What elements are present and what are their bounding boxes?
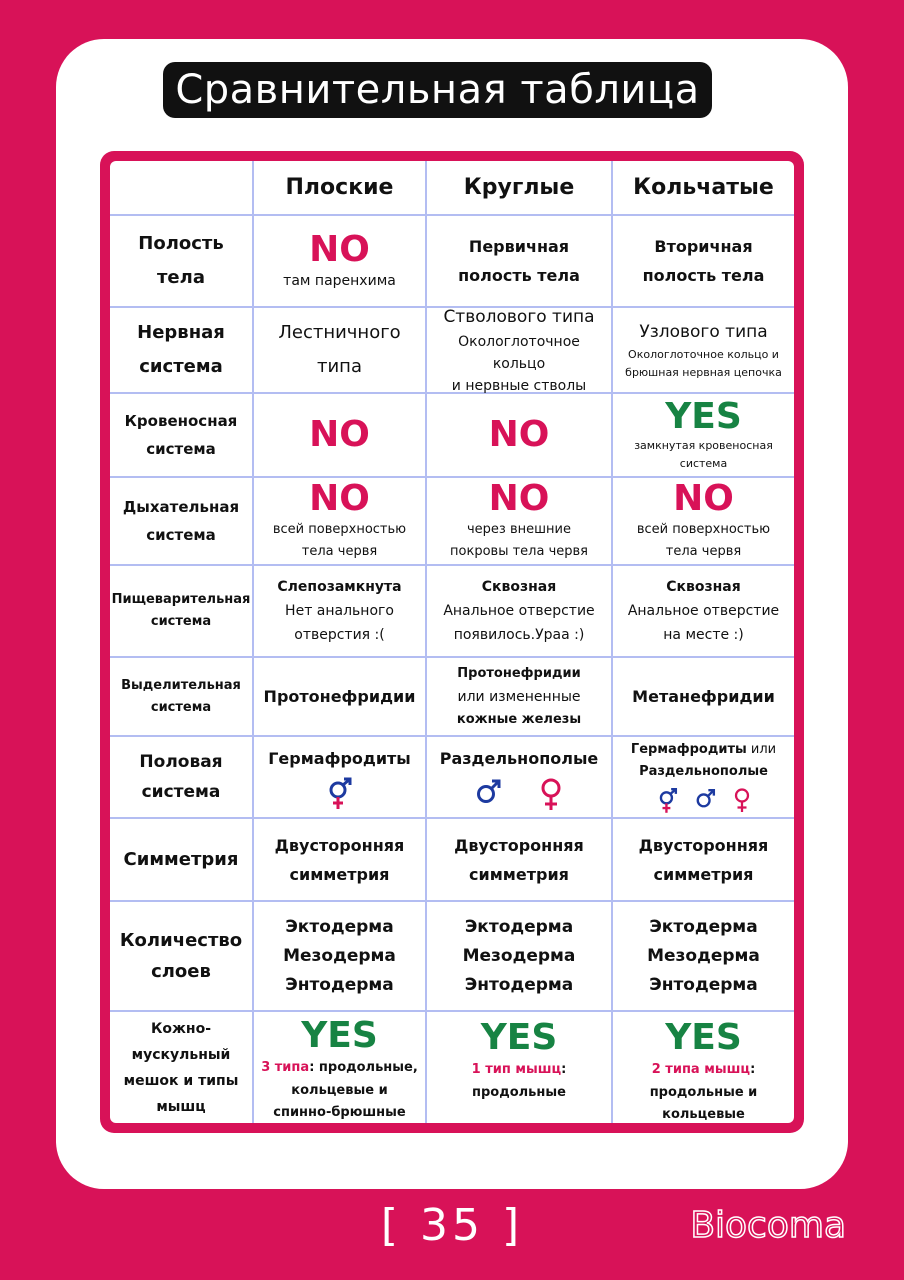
row-label-respiratory: Дыхательная система	[110, 478, 254, 566]
cell-excretory-round: Протонефридии или измененные кожные железы	[427, 658, 613, 737]
cell-excretory-ring: Метанефридии	[613, 658, 794, 737]
cell-nervous-round: Стволового типа Окологлоточное кольцо и нервные стволы	[427, 308, 613, 394]
cell-reproductive-flat: Гермафродиты	[254, 737, 427, 819]
male-icon	[475, 777, 503, 805]
cell-circulatory-flat: NO	[254, 394, 427, 478]
cell-nervous-ring: Узлового типа Окологлоточное кольцо и брюшная нервная цепочка	[613, 308, 794, 394]
cell-symmetry-flat: Двусторонняя симметрия	[254, 819, 427, 902]
row-label-layers: Количество слоев	[110, 902, 254, 1012]
header-ring: Кольчатые	[613, 161, 794, 216]
row-label-digestive: Пищеварительная система	[110, 566, 254, 658]
brand-logo: Biocoma	[690, 1205, 846, 1246]
cell-body-cavity-flat: NO там паренхима	[254, 216, 427, 308]
cell-digestive-ring: Сквозная Анальное отверстие на месте :)	[613, 566, 794, 658]
row-label-symmetry: Симметрия	[110, 819, 254, 902]
cell-respiratory-round: NO через внешние покровы тела червя	[427, 478, 613, 566]
male-icon	[695, 787, 717, 809]
row-label-reproductive: Половая система	[110, 737, 254, 819]
header-flat: Плоские	[254, 161, 427, 216]
cell-reproductive-round: Раздельнополые	[427, 737, 613, 819]
hermaphrodite-icon	[657, 787, 679, 815]
cell-respiratory-ring: NO всей поверхностью тела червя	[613, 478, 794, 566]
cell-symmetry-round: Двусторонняя симметрия	[427, 819, 613, 902]
comparison-table-frame	[100, 151, 804, 1133]
row-label-circulatory: Кровеносная система	[110, 394, 254, 478]
cell-muscle-round: YES 1 тип мышц: продольные	[427, 1012, 613, 1123]
row-label-muscle: Кожно- мускульный мешок и типы мышц	[110, 1012, 254, 1123]
cell-layers-round: Эктодерма Мезодерма Энтодерма	[427, 902, 613, 1012]
cell-reproductive-ring: Гермафродиты или Раздельнополые	[613, 737, 794, 819]
female-icon	[539, 777, 563, 811]
cell-symmetry-ring: Двусторонняя симметрия	[613, 819, 794, 902]
cell-layers-ring: Эктодерма Мезодерма Энтодерма	[613, 902, 794, 1012]
cell-nervous-flat: Лестничного типа	[254, 308, 427, 394]
row-label-excretory: Выделительная система	[110, 658, 254, 737]
comparison-table	[110, 161, 794, 1123]
row-label-body-cavity: Полость тела	[110, 216, 254, 308]
cell-muscle-ring: YES 2 типа мышц: продольные и кольцевые	[649, 1017, 758, 1122]
cell-muscle-flat: YES 3 типа: продольные, кольцевые и спинно-брюшные	[254, 1012, 427, 1123]
page-title: Сравнительная таблица	[163, 62, 712, 118]
header-round: Круглые	[427, 161, 613, 216]
cell-excretory-flat: Протонефридии	[254, 658, 427, 737]
cell-digestive-round: Сквозная Анальное отверстие появилось.Ураа :)	[427, 566, 613, 658]
cell-respiratory-flat: NO всей поверхностью тела червя	[254, 478, 427, 566]
hermaphrodite-icon	[326, 777, 354, 811]
cell-circulatory-round: NO	[427, 394, 613, 478]
cell-digestive-flat: Слепозамкнута Нет анального отверстия :(	[254, 566, 427, 658]
cell-layers-flat: Эктодерма Мезодерма Энтодерма	[254, 902, 427, 1012]
cell-circulatory-ring: YES замкнутая кровеносная система	[613, 394, 794, 478]
female-icon	[733, 787, 751, 813]
row-label-nervous: Нервная система	[110, 308, 254, 394]
cell-body-cavity-round: Первичная полость тела	[427, 216, 613, 308]
page-number: [ 35 ]	[380, 1200, 524, 1251]
cell-body-cavity-ring: Вторичная полость тела	[613, 216, 794, 308]
header-empty	[110, 161, 254, 216]
